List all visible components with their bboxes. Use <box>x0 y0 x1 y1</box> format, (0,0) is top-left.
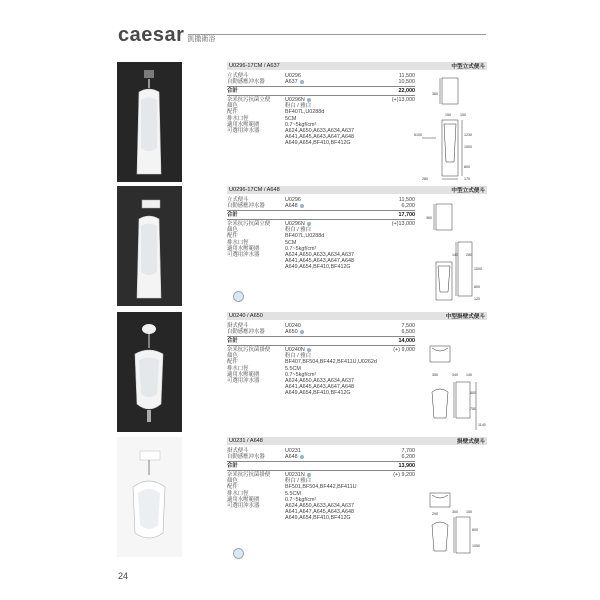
spec-row: 自動感應沖水器 A650 6,500 <box>227 329 415 336</box>
spec-row: 奈米抗污抗菌立便 U0296N (+)13,000 <box>227 221 415 228</box>
product-photo <box>117 62 182 182</box>
spec-row: 配件 BF501,BF504,BF442,BF411U <box>227 484 357 491</box>
dimension-label: 150 <box>445 113 451 117</box>
section-title-bar <box>227 437 487 445</box>
dimension-label: 1140 <box>478 423 486 427</box>
badge-icon <box>300 455 304 459</box>
spec-row: 排水口徑 5CM <box>227 115 297 122</box>
badge-icon <box>300 80 304 84</box>
spec-row: 奈米抗污抗菌掛便 U0240N (+) 9,000 <box>227 347 415 354</box>
spec-row: 掛式便斗 U0240 7,500 <box>227 323 415 329</box>
product-photo <box>117 186 182 306</box>
spec-row: A649,A654,BF410,BF412G <box>285 139 351 146</box>
total-row: 合計 13,900 <box>227 463 415 470</box>
model-title: U0296-17CM / A648 <box>229 187 280 193</box>
spec-row: A649,A654,BF410,BF412G <box>285 263 351 270</box>
spec-row: 適用水壓範圍 0.7~5kgf/cm² <box>227 245 317 252</box>
divider <box>227 86 415 87</box>
spec-row: 適用水壓範圍 0.7~5kgf/cm² <box>227 121 317 128</box>
dimension-label: 140 <box>452 253 458 257</box>
spec-row: A641,A647,A645,A643,A648 <box>285 508 354 515</box>
dimension-label: 340 <box>452 373 458 377</box>
spec-row: 顏色 粉白 / 雅白 <box>227 478 312 485</box>
section-title-bar <box>227 312 487 320</box>
spec-row: A641,A645,A643,A647,A648 <box>285 257 354 264</box>
spec-row: 奈米抗污抗菌掛便 U0231N (+) 9,200 <box>227 472 415 479</box>
category-label: 中型掛壁式便斗 <box>445 314 485 320</box>
spec-row: 可選用沖水器 A624,A650,A633,A634,A637 <box>227 251 354 258</box>
model-title: U0231 / A648 <box>229 438 263 444</box>
badge-icon <box>307 348 311 352</box>
spec-row: 配件 BF407L,U0288d <box>227 109 325 116</box>
badge-icon <box>300 330 304 334</box>
badge-icon <box>307 98 311 102</box>
spec-row: 顏色 粉白 / 雅白 <box>227 227 312 234</box>
page-number: 24 <box>118 571 129 581</box>
dimension-label: 280 <box>466 253 472 257</box>
technical-drawing <box>412 200 487 306</box>
product-section <box>117 312 487 435</box>
dimension-label: 1000 <box>474 267 482 271</box>
spec-row: 可選用沖水器 A624,A650,A633,A634,A637 <box>227 127 354 134</box>
badge-icon <box>300 204 304 208</box>
dimension-label: 140 <box>466 373 472 377</box>
spec-row: 適用水壓範圍 0.7~5kgf/cm² <box>227 371 317 378</box>
dimension-label: 360 <box>426 216 432 220</box>
product-section <box>117 186 487 309</box>
spec-row: 配件 BF407,BF504,BF442,BF411U,U0262d <box>227 359 377 366</box>
spec-row: 排水口徑 5.5CM <box>227 490 301 497</box>
technical-drawing <box>412 451 487 557</box>
model-title: U0240 / A650 <box>229 313 263 319</box>
divider <box>227 461 415 462</box>
model-title: U0296-17CM / A637 <box>229 63 280 69</box>
spec-row: A649,A654,BF410,BF412G <box>285 514 351 521</box>
dimension-label: 600 <box>472 528 478 532</box>
certification-seal-icon <box>233 548 244 559</box>
spec-table <box>227 197 415 270</box>
section-title-bar <box>227 62 487 70</box>
product-photo <box>117 437 182 557</box>
spec-table <box>227 448 415 521</box>
spec-row: 適用水壓範圍 0.7~5kgf/cm² <box>227 496 317 503</box>
dimension-label: 5100 <box>414 133 422 137</box>
dimension-label: 800 <box>474 285 480 289</box>
divider <box>227 336 415 337</box>
spec-row: A649,A654,BF410,BF412G <box>285 389 351 396</box>
spec-table <box>227 73 415 146</box>
spec-row: 奈米抗污抗菌立便 U0296N (+)13,000 <box>227 97 415 104</box>
dimension-label: 1050 <box>472 544 480 548</box>
dimension-label: 170 <box>464 177 470 181</box>
spec-table <box>227 323 415 396</box>
spec-row: 自動感應沖水器 A648 6,200 <box>227 454 415 461</box>
dimension-label: 300 <box>452 510 458 514</box>
spec-row: 自動感應沖水器 A637 10,500 <box>227 79 415 86</box>
spec-row: 立式便斗 U0296 11,500 <box>227 197 415 203</box>
dimension-label: 150 <box>460 113 466 117</box>
spec-row: 可選用沖水器 A624,A650,A633,A634,A637 <box>227 502 354 509</box>
dimension-label: 280 <box>422 177 428 181</box>
badge-icon <box>307 222 311 226</box>
dimension-label: 800 <box>464 165 470 169</box>
brand-subtitle: 凱撒衛浴 <box>187 36 216 43</box>
spec-row: 自動感應沖水器 A648 6,200 <box>227 203 415 210</box>
dimension-label: 290 <box>432 512 438 516</box>
dimension-label: 350 <box>432 373 438 377</box>
total-row: 合計 17,700 <box>227 212 415 219</box>
technical-drawing <box>412 76 487 182</box>
certification-seal-icon <box>233 291 244 302</box>
dimension-label: 750 <box>470 407 476 411</box>
brand-header <box>118 24 215 47</box>
dimension-label: 360 <box>432 92 438 96</box>
spec-row: A641,A645,A643,A647,A648 <box>285 133 354 140</box>
header-divider <box>188 34 486 35</box>
spec-row: 掛式便斗 U0231 7,700 <box>227 448 415 454</box>
technical-drawing <box>412 326 487 432</box>
total-row: 合計 14,000 <box>227 338 415 345</box>
category-label: 掛壁式便斗 <box>457 439 485 445</box>
product-photo <box>117 312 182 432</box>
section-title-bar <box>227 186 487 194</box>
total-row: 合計 22,000 <box>227 88 415 95</box>
spec-row: 配件 BF407L,U0288d <box>227 233 325 240</box>
category-label: 中型立式便斗 <box>451 64 485 70</box>
dimension-label: 1000 <box>464 145 472 149</box>
dimension-label: 150 <box>466 510 472 514</box>
spec-row: 立式便斗 U0296 11,500 <box>227 73 415 79</box>
product-section <box>117 437 487 560</box>
spec-row: 顏色 粉白 / 雅白 <box>227 353 312 360</box>
badge-icon <box>307 473 311 477</box>
caesar-logo: caesar <box>118 24 185 46</box>
spec-row: A641,A645,A643,A647,A648 <box>285 383 354 390</box>
dimension-label: 600 <box>470 391 476 395</box>
spec-row: 顏色 粉白 / 雅白 <box>227 103 312 110</box>
product-section <box>117 62 487 185</box>
dimension-label: 1230 <box>464 133 472 137</box>
category-label: 中型立式便斗 <box>451 188 485 194</box>
divider <box>227 210 415 211</box>
spec-row: 可選用沖水器 A624,A650,A633,A634,A637 <box>227 377 354 384</box>
spec-row: 排水口徑 5CM <box>227 239 297 246</box>
dimension-label: 120 <box>474 297 480 301</box>
spec-row: 排水口徑 5.5CM <box>227 365 301 372</box>
